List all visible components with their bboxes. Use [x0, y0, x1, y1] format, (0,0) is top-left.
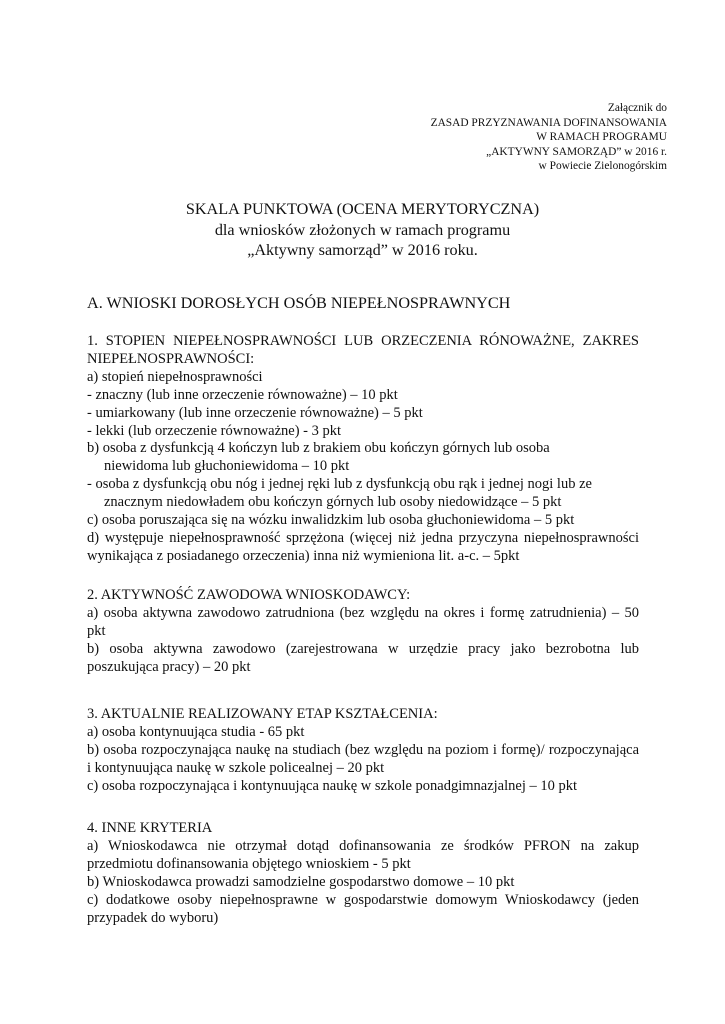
criterion-3b-cont: i kontynuująca naukę w szkole policealnej – 20 pkt: [87, 759, 385, 776]
criterion-1c: c) osoba poruszająca się na wózku inwalidzkim lub osoba głuchoniewidoma – 5 pkt: [87, 512, 575, 529]
criterion-3a: a) osoba kontynuująca studia - 65 pkt: [87, 723, 305, 740]
section-3-heading: 3. AKTUALNIE REALIZOWANY ETAP KSZTAŁCENIA:: [87, 706, 438, 722]
criterion-1d-cont: wynikająca z posiadanego orzeczenia) inna niż wymieniona lit. a-c. – 5pkt: [87, 547, 520, 564]
criterion-4c-cont: przypadek do wyboru): [87, 909, 219, 926]
criterion-3c: c) osoba rozpoczynająca i kontynuująca naukę w szkole ponadgimnazjalnej – 10 pkt: [87, 777, 578, 794]
criterion-2b-cont: poszukująca pracy) – 20 pkt: [87, 658, 251, 675]
criterion-4a-cont: przedmiotu dofinansowania objętego wnioskiem - 5 pkt: [87, 855, 411, 872]
section-4-heading: 4. INNE KRYTERIA: [87, 820, 213, 836]
section-3-education-stage: [87, 706, 639, 796]
section-1-heading: 1. STOPIEN NIEPEŁNOSPRAWNOŚCI LUB ORZECZENIA RÓNOWAŻNE, ZAKRES: [87, 333, 639, 349]
section-2-professional-activity: [87, 587, 639, 677]
criterion-1a-mild: - lekki (lub orzeczenie równoważne) - 3 pkt: [87, 422, 342, 439]
criterion-3b: b) osoba rozpoczynająca naukę na studiach (bez względu na poziom i formę)/ rozpoczynająca: [87, 741, 639, 758]
criterion-1a-moderate: - umiarkowany (lub inne orzeczenie równoważne) – 5 pkt: [87, 404, 423, 421]
section-4-other-criteria: [87, 820, 639, 927]
criterion-1b-second: - osoba z dysfunkcją obu nóg i jednej ręki lub z dysfunkcją obu rąk i jednej nogi lub ze: [87, 476, 592, 493]
annex-line-4: „AKTYWNY SAMORZĄD” w 2016 r.: [486, 145, 667, 158]
criterion-1b: b) osoba z dysfunkcją 4 kończyn lub z brakiem obu kończyn górnych lub osoba: [87, 440, 550, 457]
section-1-disability-degree: [87, 333, 639, 566]
title-line-3: „Aktywny samorząd” w 2016 roku.: [247, 241, 478, 259]
annex-header: [431, 101, 667, 174]
criterion-1b-second-cont: znacznym niedowładem obu kończyn górnych lub osoby niedowidzące – 5 pkt: [104, 494, 562, 511]
annex-line-2: ZASAD PRZYZNAWANIA DOFINANSOWANIA: [430, 116, 667, 129]
title-line-1: SKALA PUNKTOWA (OCENA MERYTORYCZNA): [185, 200, 540, 218]
annex-line-3: W RAMACH PROGRAMU: [536, 131, 667, 144]
annex-line-1: Załącznik do: [607, 102, 667, 114]
criterion-4a: a) Wnioskodawca nie otrzymał dotąd dofinansowania ze środków PFRON na zakup: [87, 837, 639, 854]
criterion-1a: a) stopień niepełnosprawności: [87, 368, 263, 385]
section-2-heading: 2. AKTYWNOŚĆ ZAWODOWA WNIOSKODAWCY:: [87, 587, 411, 603]
title-line-2: dla wniosków złożonych w ramach programu: [214, 220, 511, 239]
criterion-1d: d) występuje niepełnosprawność sprzężona (więcej niż jedna przyczyna niepełnosprawności: [87, 529, 639, 546]
criterion-4b: b) Wnioskodawca prowadzi samodzielne gospodarstwo domowe – 10 pkt: [87, 873, 515, 890]
criterion-1a-significant: - znaczny (lub inne orzeczenie równoważne) – 10 pkt: [87, 386, 398, 403]
criterion-1b-cont: niewidoma lub głuchoniewidoma – 10 pkt: [104, 458, 350, 475]
document-title: [0, 199, 725, 261]
section-1-heading-cont: NIEPEŁNOSPRAWNOŚCI:: [87, 350, 255, 367]
criterion-2a-cont: pkt: [87, 622, 106, 639]
criterion-2a: a) osoba aktywna zawodowo zatrudniona (bez względu na okres i formę zatrudnienia) – 50: [87, 604, 639, 621]
criterion-2b: b) osoba aktywna zawodowo (zarejestrowana w urzędzie pracy jako bezrobotna lub: [87, 640, 639, 657]
section-a-heading: A. WNIOSKI DOROSŁYCH OSÓB NIEPEŁNOSPRAWNYCH: [87, 294, 511, 312]
criterion-4c: c) dodatkowe osoby niepełnosprawne w gospodarstwie domowym Wnioskodawcy (jeden: [87, 891, 639, 908]
annex-line-5: w Powiecie Zielonogórskim: [538, 160, 667, 173]
